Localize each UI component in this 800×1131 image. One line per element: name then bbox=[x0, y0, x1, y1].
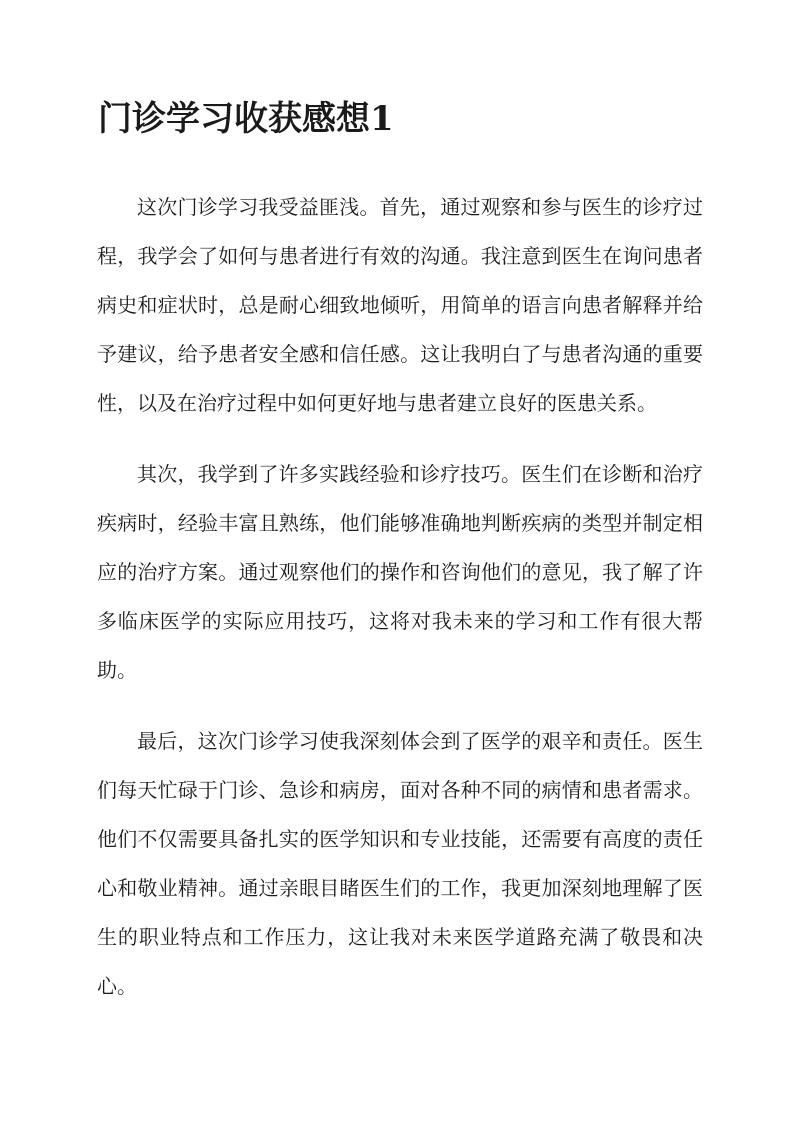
paragraph-3: 最后，这次门诊学习使我深刻体会到了医学的艰辛和责任。医生们每天忙碌于门诊、急诊和病房，面对各种不同的病情和患者需求。他们不仅需要具备扎实的医学知识和专业技能，还需要有高度的责任心和敬业精神。通过亲眼目睹医生们的工作，我更加深刻地理解了医生的职业特点和工作压力，这让我对未来医学道路充满了敬畏和决心。 bbox=[97, 729, 703, 998]
document-title: 门诊学习收获感想1 bbox=[98, 99, 394, 139]
document-body bbox=[97, 183, 703, 1033]
paragraph-2: 其次，我学到了许多实践经验和诊疗技巧。医生们在诊断和治疗疾病时，经验丰富且熟练，他们能够准确地判断疾病的类型并制定相应的治疗方案。通过观察他们的操作和咨询他们的意见，我了解了许多临床医学的实际应用技巧，这将对我未来的学习和工作有很大帮助。 bbox=[97, 462, 703, 682]
paragraph-1: 这次门诊学习我受益匪浅。首先，通过观察和参与医生的诊疗过程，我学会了如何与患者进行有效的沟通。我注意到医生在询问患者病史和症状时，总是耐心细致地倾听，用简单的语言向患者解释并给予建议，给予患者安全感和信任感。这让我明白了与患者沟通的重要性，以及在治疗过程中如何更好地与患者建立良好的医患关系。 bbox=[97, 195, 703, 415]
